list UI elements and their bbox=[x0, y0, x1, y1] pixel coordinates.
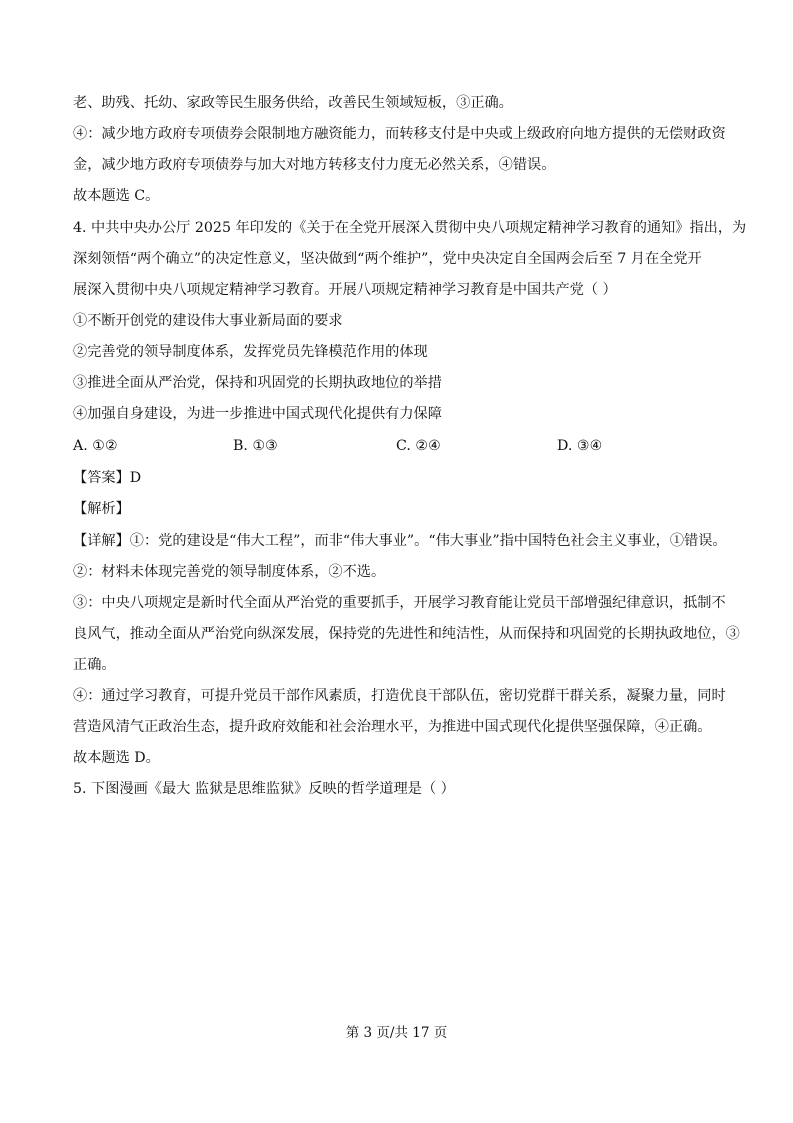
detail-line: 故本题选 D。 bbox=[73, 750, 160, 766]
text-line: ④：减少地方政府专项债券会限制地方融资能力，而转移支付是中央或上级政府向地方提供的无偿财政资 bbox=[73, 126, 726, 142]
answer-label: 【答案】D bbox=[73, 470, 142, 486]
option-c: C. ②④ bbox=[396, 438, 441, 454]
detail-line: ②：材料未体现完善党的领导制度体系，②不选。 bbox=[73, 564, 386, 580]
page-footer: 第 3 页/共 17 页 bbox=[345, 1025, 448, 1041]
option-a: A. ①② bbox=[73, 438, 118, 454]
text-line: 老、助残、托幼、家政等民生服务供给，改善民生领域短板，③正确。 bbox=[73, 95, 513, 111]
statement-3: ③推进全面从严治党，保持和巩固党的长期执政地位的举措 bbox=[73, 375, 442, 391]
detail-line: ④：通过学习教育，可提升党员干部作风素质，打造优良干部队伍，密切党群干群关系，凝聚力量，同时 bbox=[73, 688, 726, 704]
statement-4: ④加强自身建设，为进一步推进中国式现代化提供有力保障 bbox=[73, 406, 442, 422]
text-line: 展深入贯彻中央八项规定精神学习教育。开展八项规定精神学习教育是中国共产党（ ） bbox=[73, 282, 617, 298]
text-line: 深刻领悟“两个确立”的决定性意义，坚决做到“两个维护”，党中央决定自全国两会后至 7 月在全党开 bbox=[73, 251, 702, 267]
text-line: 金，减少地方政府专项债券与加大对地方转移支付力度无必然关系，④错误。 bbox=[73, 157, 556, 173]
answer-options bbox=[73, 436, 728, 456]
detail-line: ③：中央八项规定是新时代全面从严治党的重要抓手，开展学习教育能让党员干部增强纪律意识，抵制不 bbox=[73, 595, 726, 611]
statement-1: ①不断开创党的建设伟大事业新局面的要求 bbox=[73, 313, 343, 329]
detail-line: 营造风清气正政治生态，提升政府效能和社会治理水平，为推进中国式现代化提供坚强保障，④正确。 bbox=[73, 719, 712, 735]
question-5-stem: 5. 下图漫画《最大 监狱是思维监狱》反映的哲学道理是（ ） bbox=[73, 781, 455, 797]
detail-line: 【详解】①：党的建设是“伟大工程”，而非“伟大事业”。“伟大事业”指中国特色社会主义事业，①错误。 bbox=[73, 533, 727, 549]
text-line: 故本题选 C。 bbox=[73, 188, 160, 204]
option-b: B. ①③ bbox=[233, 438, 278, 454]
detail-line: 良风气，推动全面从严治党向纵深发展，保持党的先进性和纯洁性，从而保持和巩固党的长期执政地位，③ bbox=[73, 626, 740, 642]
detail-line: 正确。 bbox=[73, 657, 116, 673]
question-4-stem: 4. 中共中央办公厅 2025 年印发的《关于在全党开展深入贯彻中央八项规定精神学习教育的通知》指出，为 bbox=[73, 220, 747, 236]
analysis-label: 【解析】 bbox=[73, 501, 130, 517]
statement-2: ②完善党的领导制度体系，发挥党员先锋模范作用的体现 bbox=[73, 344, 428, 360]
option-d: D. ③④ bbox=[557, 438, 603, 454]
